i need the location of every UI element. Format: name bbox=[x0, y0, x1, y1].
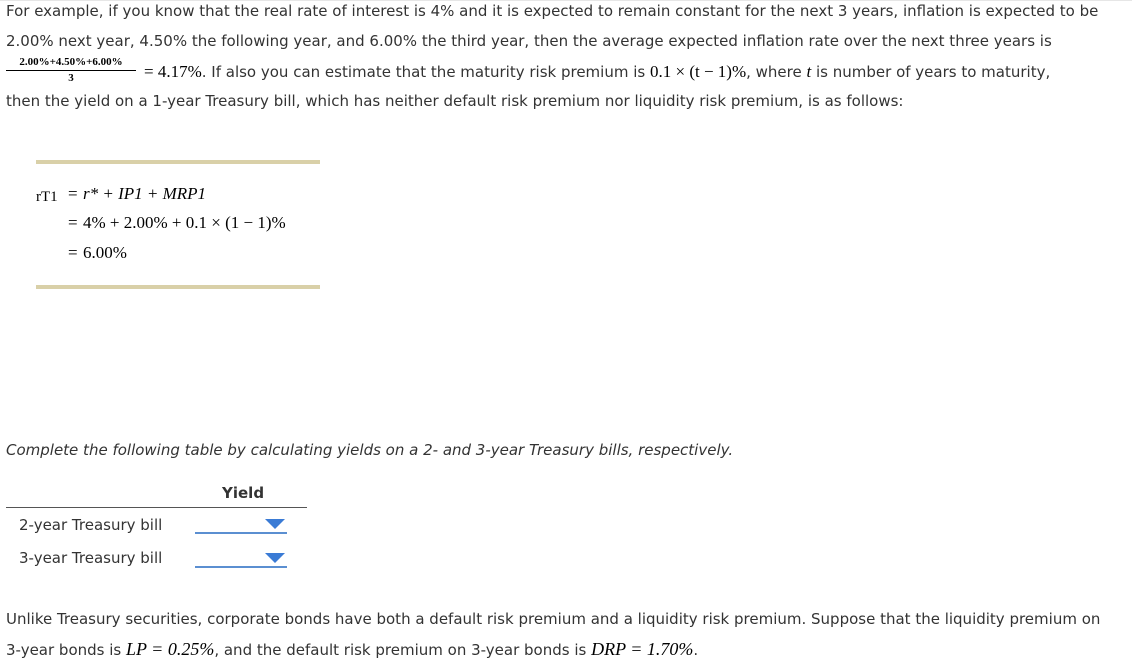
chevron-down-icon bbox=[265, 519, 285, 529]
row-label-3-year: 3-year Treasury bill bbox=[19, 549, 163, 567]
equation-bottom-rule bbox=[36, 285, 320, 289]
intro-line-1: For example, if you know that the real rate of interest is 4% and it is expected to remain constant for the next 3 years, inflation is expected to be bbox=[6, 2, 1099, 20]
fraction-denominator: 3 bbox=[68, 72, 74, 84]
average-inflation-fraction bbox=[6, 56, 136, 84]
equals-sign-2: = bbox=[68, 213, 78, 232]
chevron-down-icon bbox=[265, 553, 285, 563]
intro-line-3b: , where bbox=[746, 63, 807, 81]
outro-line-2b: , and the default risk premium on 3-year bonds is bbox=[214, 641, 592, 659]
mrp-formula: 0.1 × (t − 1)% bbox=[649, 62, 747, 81]
average-inflation-result: = 4.17% bbox=[144, 62, 202, 81]
yield-2-year-dropdown[interactable] bbox=[195, 516, 287, 534]
row-label-2-year: 2-year Treasury bill bbox=[19, 516, 163, 534]
equals-sign-1: = bbox=[68, 184, 78, 203]
intro-line-3 bbox=[144, 62, 1050, 82]
intro-line-3a: . If also you can estimate that the maturity risk premium is bbox=[201, 63, 650, 81]
outro-line-1: Unlike Treasury securities, corporate bonds have both a default risk premium and a liquidity risk premium. Suppose that the liquidity premium on bbox=[6, 610, 1101, 628]
table-header-rule bbox=[6, 507, 307, 508]
fraction-numerator: 2.00%+4.50%+6.00% bbox=[19, 56, 123, 68]
equals-sign-3: = bbox=[68, 243, 78, 262]
equation-row-2-text: 4% + 2.00% + 0.1 × (1 − 1)% bbox=[83, 213, 286, 232]
yield-3-year-dropdown[interactable] bbox=[195, 550, 287, 568]
top-border bbox=[0, 0, 1132, 1]
drp-value: DRP = 1.70% bbox=[591, 639, 694, 659]
outro-line-2c: . bbox=[693, 641, 699, 659]
outro-line-2a: 3-year bonds is bbox=[6, 641, 126, 659]
lp-value: LP = 0.25% bbox=[126, 639, 215, 659]
equation-top-rule bbox=[36, 160, 320, 164]
outro-line-2 bbox=[6, 639, 698, 660]
instruction-text: Complete the following table by calculating yields on a 2- and 3-year Treasury bills, respectively. bbox=[6, 441, 734, 459]
intro-line-4: then the yield on a 1-year Treasury bill, which has neither default risk premium nor liquidity risk premium, is as follows: bbox=[6, 92, 904, 110]
equation-row-2 bbox=[68, 213, 286, 233]
equation-row-1-text: r* + IP1 + MRP1 bbox=[83, 184, 207, 203]
intro-line-2: 2.00% next year, 4.50% the following year, and 6.00% the third year, then the average expected inflation rate over the next three years is bbox=[6, 32, 1052, 50]
equation-row-1 bbox=[68, 184, 206, 204]
fraction-bar bbox=[6, 70, 136, 71]
t-variable: t bbox=[806, 62, 812, 81]
equation-row-3 bbox=[68, 243, 127, 263]
intro-line-3c: is number of years to maturity, bbox=[811, 63, 1051, 81]
yield-column-header: Yield bbox=[222, 484, 265, 502]
equation-row-3-text: 6.00% bbox=[83, 243, 127, 262]
equation-lhs bbox=[36, 186, 58, 206]
equation-lhs-text: rT1 bbox=[36, 189, 58, 205]
